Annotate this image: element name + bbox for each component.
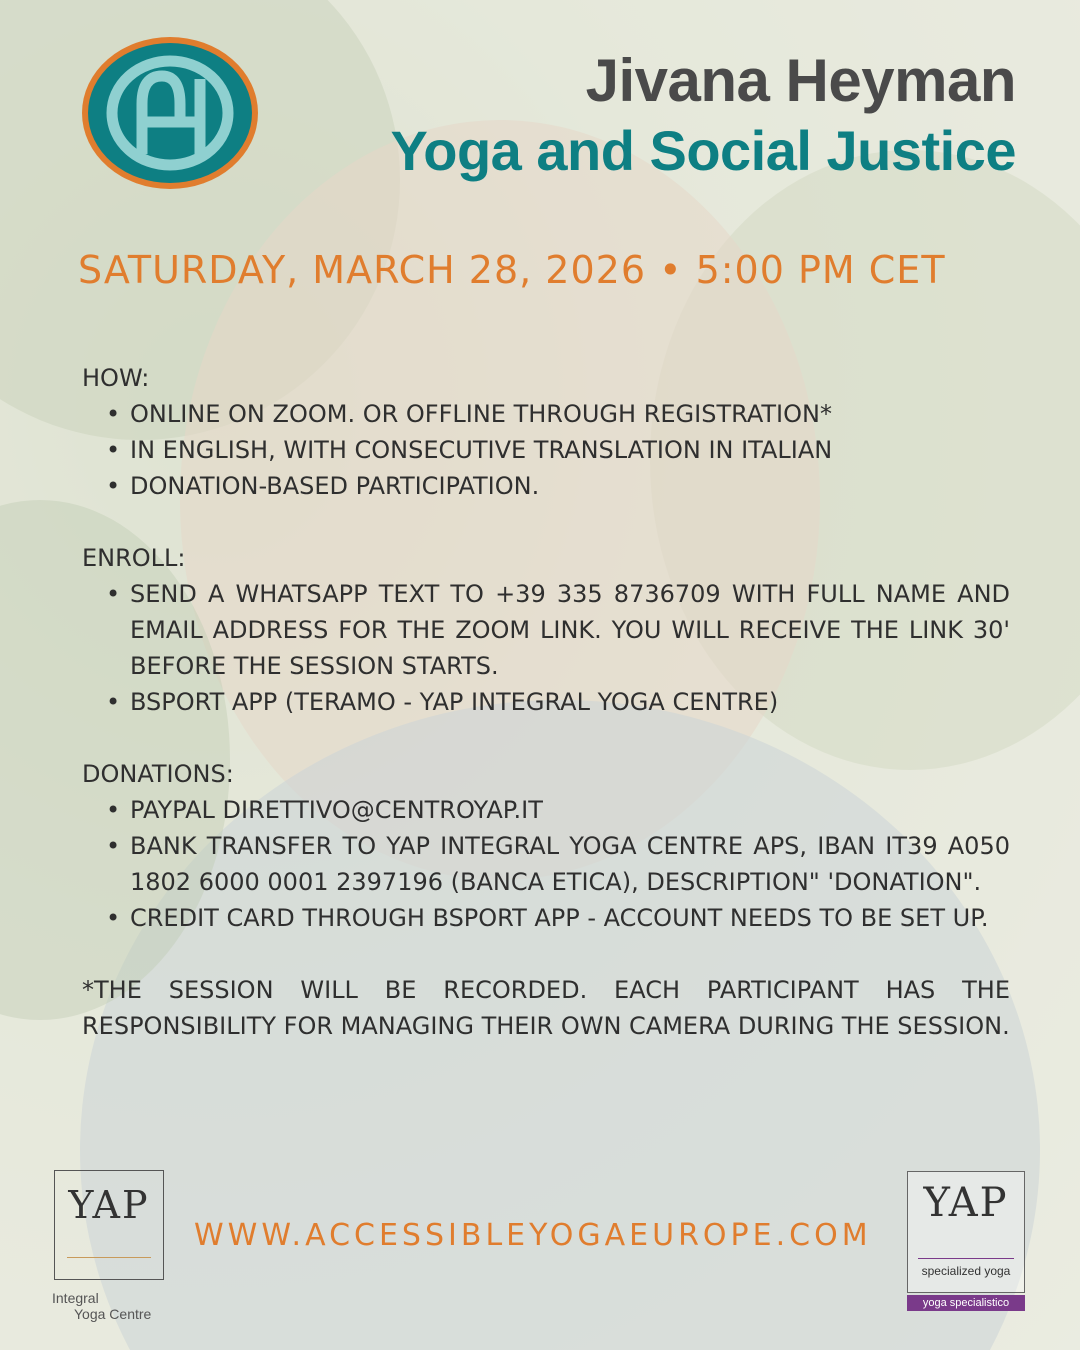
yap-integral-logo xyxy=(54,1170,164,1280)
yap-mark: YAP xyxy=(68,1183,150,1227)
list-item: • PAYPAL DIRETTIVO@CENTROYAP.IT xyxy=(130,792,1010,828)
accessible-yoga-logo xyxy=(80,34,260,192)
how-list xyxy=(82,396,1010,504)
list-item: • DONATION-BASED PARTICIPATION. xyxy=(130,468,1010,504)
donations-list xyxy=(82,792,1010,936)
event-title: Yoga and Social Justice xyxy=(390,119,1016,182)
list-item: • ONLINE ON ZOOM. OR OFFLINE THROUGH REGISTRATION* xyxy=(130,396,1010,432)
enroll-heading: ENROLL: xyxy=(82,544,186,572)
list-item: • CREDIT CARD THROUGH BSPORT APP - ACCOUNT NEEDS TO BE SET UP. xyxy=(130,900,1010,936)
list-item: • BANK TRANSFER TO YAP INTEGRAL YOGA CENTRE APS, IBAN IT39 A050 1802 6000 0001 2397196 (BANCA ETICA), DESCRIPTION" 'DONATION". xyxy=(130,828,1010,900)
how-heading: HOW: xyxy=(82,364,150,392)
recording-note: *THE SESSION WILL BE RECORDED. EACH PARTICIPANT HAS THE RESPONSIBILITY FOR MANAGING THEIR OWN CAMERA DURING THE SESSION. xyxy=(82,976,1010,1040)
yap-specialized-logo xyxy=(907,1171,1025,1293)
list-item: • SEND A WHATSAPP TEXT TO +39 335 8736709 WITH FULL NAME AND EMAIL ADDRESS FOR THE ZOOM LINK. YOU WILL RECEIVE THE LINK 30' BEFORE THE SESSION STARTS. xyxy=(130,576,1010,684)
yap-mark: YAP xyxy=(923,1180,1009,1226)
event-date: SATURDAY, MARCH 28, 2026 • 5:00 PM CET xyxy=(78,248,946,292)
logo-band: yoga specialistico xyxy=(907,1295,1025,1311)
donations-heading: DONATIONS: xyxy=(82,760,234,788)
logo-tagline: specialized yoga xyxy=(921,1264,1011,1278)
speaker-name: Jivana Heyman xyxy=(585,47,1016,114)
enroll-list xyxy=(82,576,1010,720)
event-details xyxy=(82,360,1010,1044)
list-item: • BSPORT APP (TERAMO - YAP INTEGRAL YOGA CENTRE) xyxy=(130,684,1010,720)
integral-yoga-centre-label: Integral Yoga Centre xyxy=(52,1290,152,1322)
website-link[interactable]: WWW.ACCESSIBLEYOGAEUROPE.COM xyxy=(194,1218,872,1253)
list-item: • IN ENGLISH, WITH CONSECUTIVE TRANSLATION IN ITALIAN xyxy=(130,432,1010,468)
title-block xyxy=(391,46,1016,186)
